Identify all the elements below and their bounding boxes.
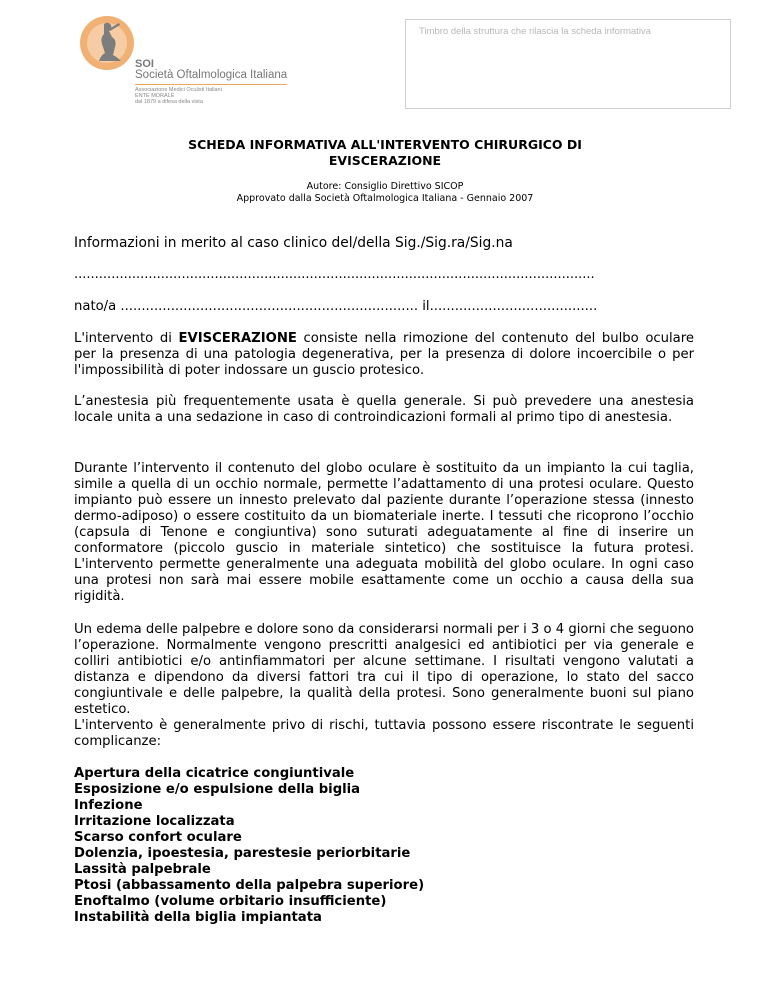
date-field: ........................................ [429, 299, 598, 314]
list-item: Enoftalmo (volume orbitario insufficiente) [74, 894, 387, 909]
title-line: SCHEDA INFORMATIVA ALL'INTERVENTO CHIRURGICO DI [188, 137, 582, 152]
soi-logo [78, 14, 308, 106]
list-item: Apertura della cicatrice congiuntivale [74, 766, 355, 781]
logo-subtitle-line: Associazione Medici Oculisti Italiani [135, 87, 222, 93]
paragraph-anesthesia: L’anestesia più frequentemente usata è quella generale. Si può prevedere una anestesia locale unita a una sedazione in caso di controindicazioni formali al primo tipo di anestesia. [74, 394, 694, 425]
list-item: Ptosi (abbassamento della palpebra superiore) [74, 878, 425, 893]
complications-list [74, 766, 694, 926]
paragraph-postop: Un edema delle palpebre e dolore sono da considerarsi normali per i 3 o 4 giorni che seguono l’operazione. Normalmente vengono prescritti analgesici ed antibiotici per via generale e colliri antibiotici e/o antinfiammatori per alcune settimane. I risultati vengono valutati a distanza e dipendono da diversi fattori tra cui il tipo di operazione, lo stato del sacco congiuntivale e delle palpebre, la qualità della protesi. Sono generalmente buoni sul piano estetico. [74, 622, 694, 717]
title-line: EVISCERAZIONE [328, 153, 442, 168]
list-item: Infezione [74, 798, 143, 813]
logo-subtitle-line: dal 1879 a difesa della vista [135, 99, 203, 105]
logo-divider [135, 84, 287, 85]
born-field: ....................................................................... [120, 299, 419, 314]
paragraph-risks: L'intervento è generalmente privo di rischi, tuttavia possono essere riscontrate le seguenti complicanze: [74, 718, 694, 749]
approval-line: Approvato dalla Società Oftalmologica Italiana - Gennaio 2007 [236, 193, 534, 204]
author-line: Autore: Consiglio Direttivo SICOP [306, 181, 464, 192]
paragraph-text: L'intervento di [74, 331, 179, 346]
logo-subtitle [135, 87, 222, 105]
list-item: Scarso confort oculare [74, 830, 242, 845]
paragraph-implant: Durante l’intervento il contenuto del globo oculare è sostituito da un impianto la cui taglia, simile a quella di un occhio normale, permette l’adattamento di una protesi oculare. Questo impianto può essere un innesto prelevato dal paziente durante l’operazione stessa (innesto dermo-adiposo) o essere costituito da un biomateriale inerte. I tessuti che ricoprono l’occhio (capsula di Tenone e congiuntiva) sono suturati adeguatamente al fine di inserire un conformatore (piccolo guscio in materiale sintetico) che sostituisce la futura protesi. L'intervento permette generalmente una adeguata mobilità del globo oculare. In ogni caso una protesi non sarà mai essere mobile esattamente come un occhio a causa della sua rigidità. [74, 461, 694, 604]
born-label: nato/a [74, 299, 117, 314]
list-item: Instabilità della biglia impiantata [74, 910, 322, 925]
ophthalmology-society-emblem-icon [78, 14, 136, 72]
logo-society-name: Società Oftalmologica Italiana [135, 69, 288, 81]
list-item: Irritazione localizzata [74, 814, 235, 829]
document-title [70, 137, 700, 169]
list-item: Esposizione e/o espulsione della biglia [74, 782, 361, 797]
patient-info-label: Informazioni in merito al caso clinico del/della Sig./Sig.ra/Sig.na [74, 235, 513, 251]
procedure-name: EVISCERAZIONE [178, 331, 297, 346]
list-item: Lassità palpebrale [74, 862, 211, 877]
list-item: Dolenzia, ipoestesia, parestesie periorbitarie [74, 846, 411, 861]
stamp-box [405, 19, 731, 109]
logo-acronym: SOI [135, 58, 154, 70]
stamp-label: Timbro della struttura che rilascia la scheda informativa [419, 26, 651, 37]
logo-subtitle-line: ENTE MORALE [135, 93, 175, 99]
paragraph-text: consiste nella rimozione del contenuto del bulbo oculare per la presenza di una patologia degenerativa, per la presenza di dolore incoercibile o per l'impossibilità di poter indossare un guscio protesico. [74, 331, 694, 378]
patient-name-field: .............................................................................................................................. [74, 267, 595, 282]
paragraph-procedure [74, 331, 694, 379]
birth-line [74, 299, 694, 314]
date-label: il [422, 299, 430, 314]
